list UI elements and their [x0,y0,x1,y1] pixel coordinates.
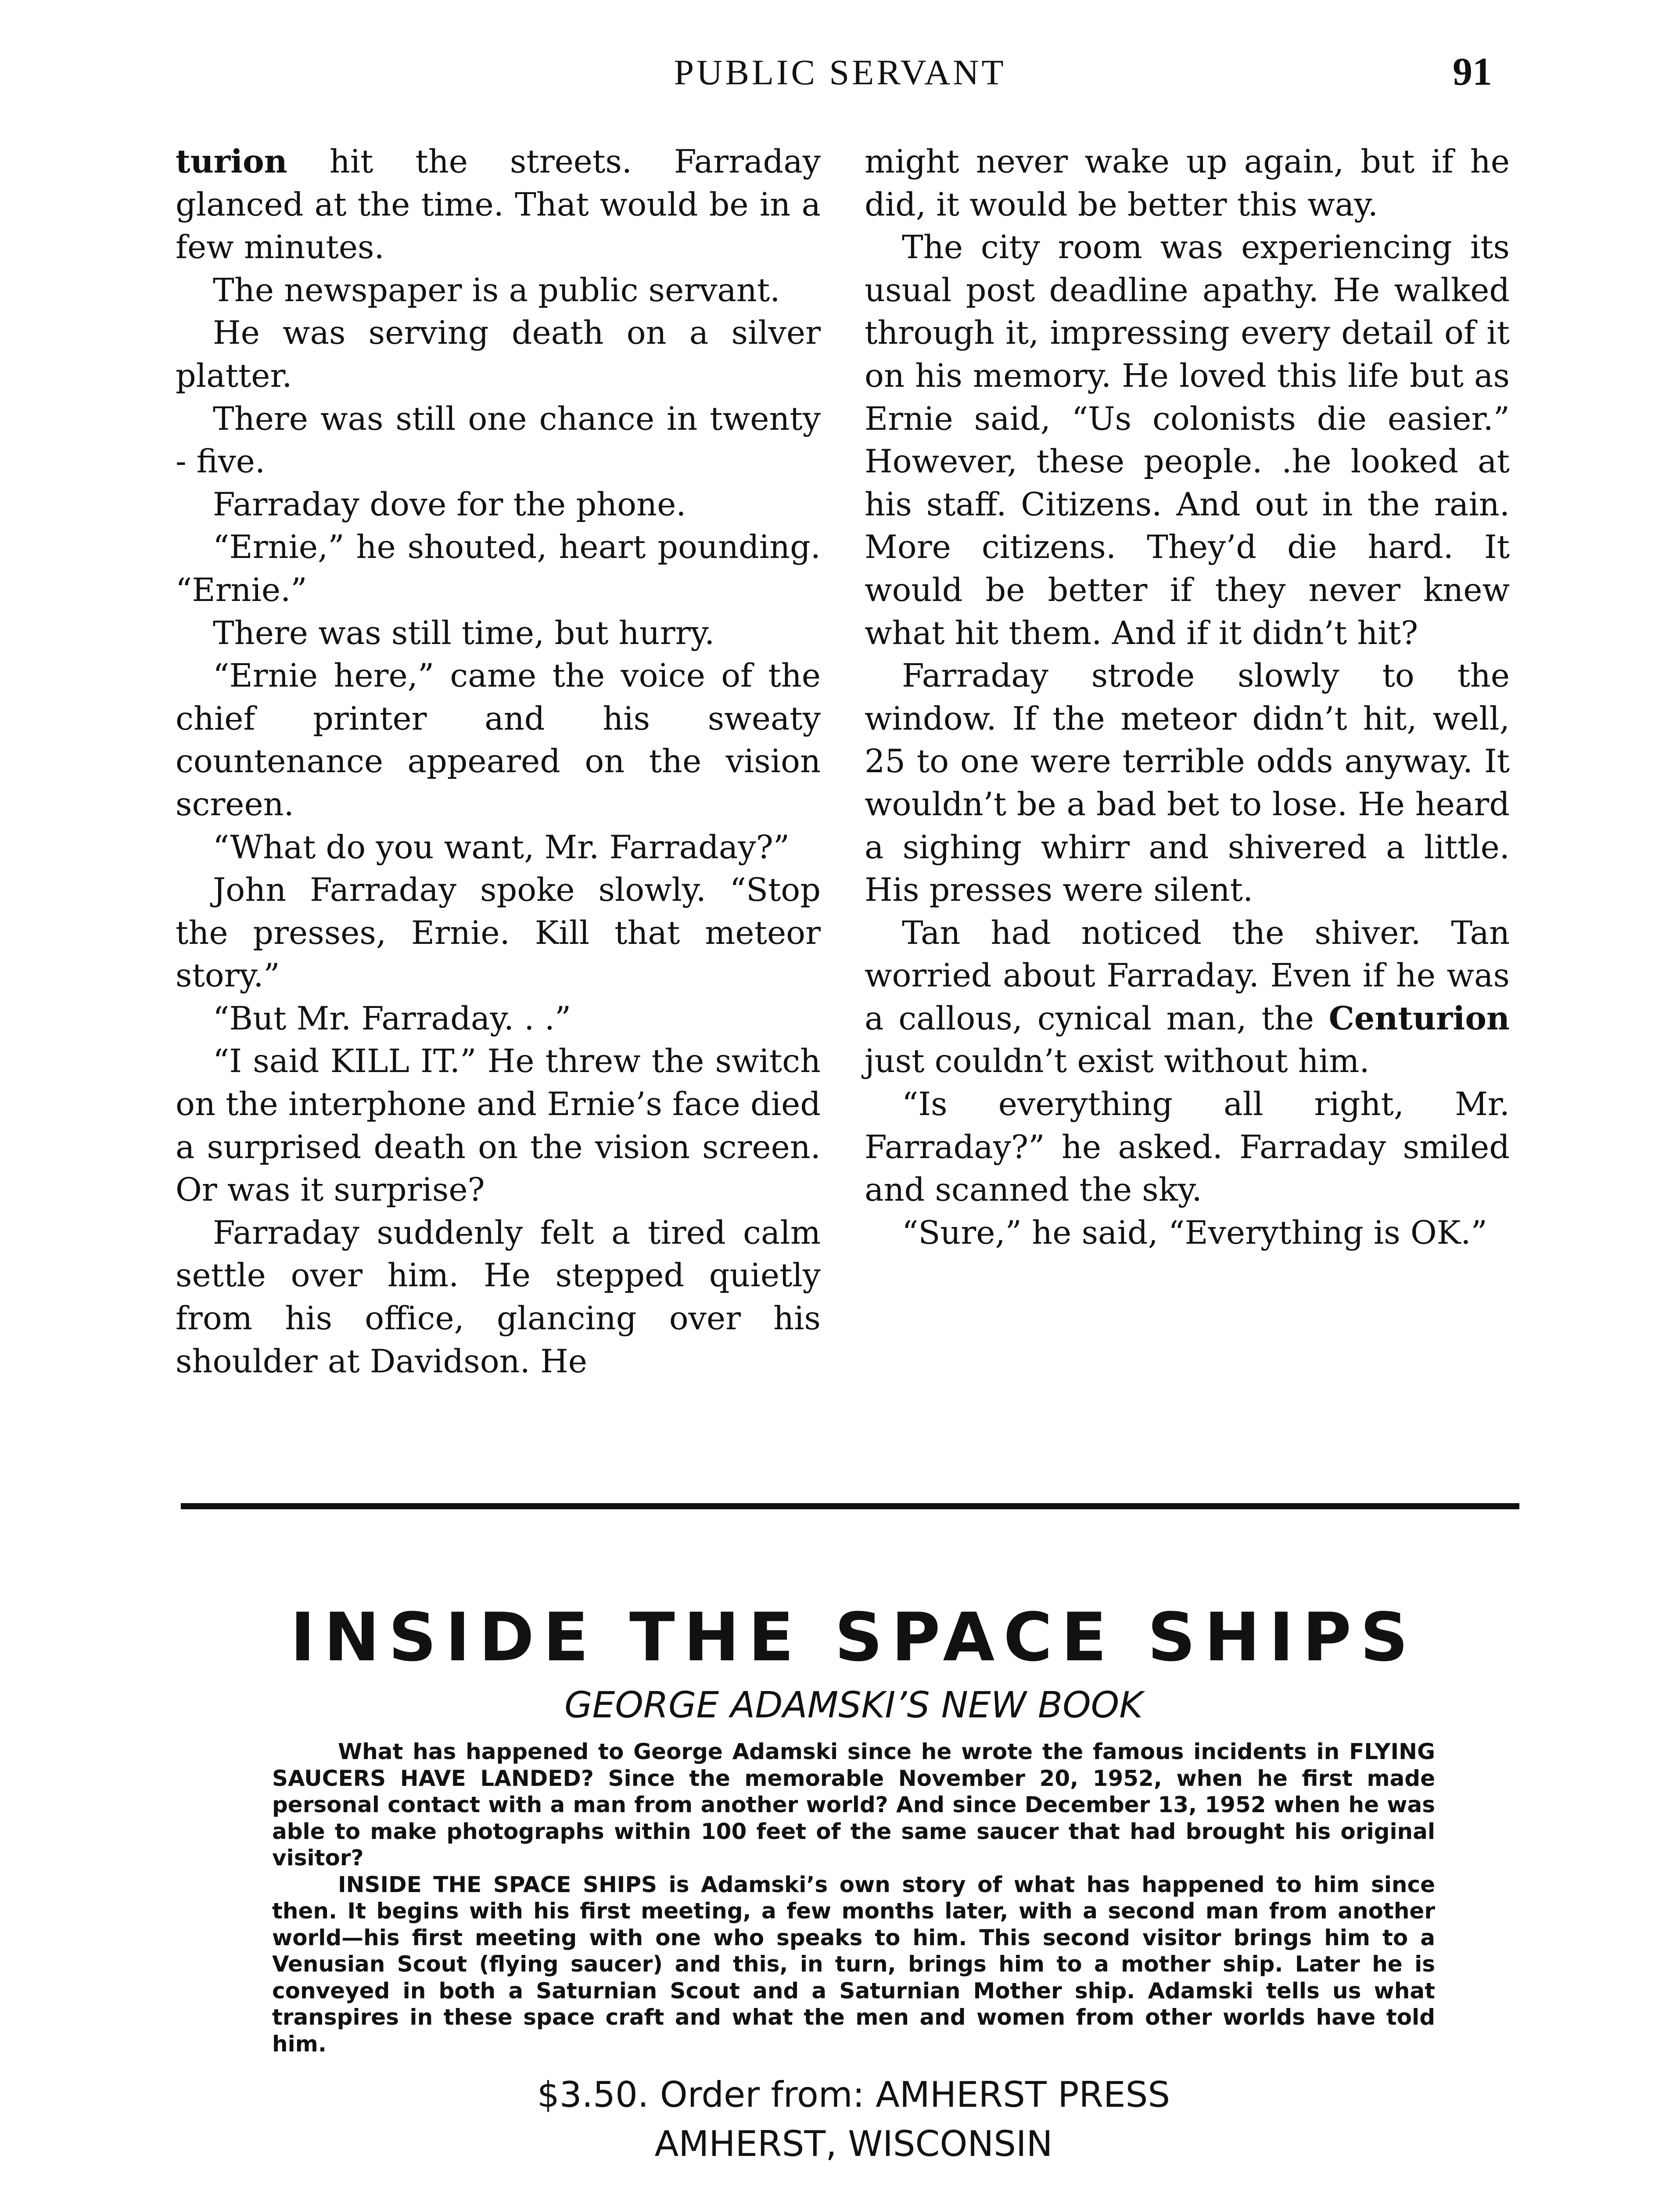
paragraph-text: Tan had noticed the shiver. Tan worried about Farraday. Even if he was a callous, cynical man, the [865,914,1510,1037]
paragraph: “I said KILL IT.” He threw the switch on the interphone and Ernie’s face died a surprised death on the vision screen. Or was it surprise? [176,1043,821,1209]
bold-word: Centurion [1328,999,1510,1037]
order-info [272,2070,1435,2169]
section-divider [181,1503,1519,1509]
paragraph: might never wake up again, but if he did, it would be better this way. [865,143,1510,223]
right-column [865,140,1510,1254]
ad-subtitle: GEORGE ADAMSKI’S NEW BOOK [564,1684,1143,1726]
book-advertisement [272,1598,1435,2169]
story-text [176,140,1523,1440]
paragraph-text: hit the streets. Farraday glanced at the time. That would be in a few minutes. [176,143,821,266]
paragraph: Farraday strode slowly to the window. If the meteor didn’t hit, well, 25 to one were terrible odds anyway. It wouldn’t be a bad bet to lose. He heard a sighing whirr and shivered a little. His presses were silent. [865,657,1510,909]
ad-paragraph: What has happened to George Adamski since he wrote the famous incidents in FLYING SAUCERS HAVE LANDED? Since the memorable November 20, 1952, when he first made personal contact with a man from another world? And since December 13, 1952 when he was able to make photographs within 100 feet of the same saucer that had brought his original visitor? [272,1739,1435,1871]
ad-body [272,1738,1435,2057]
order-price-line: $3.50. Order from: AMHERST PRESS [537,2074,1170,2115]
left-column [176,140,821,1383]
running-title: PUBLIC SERVANT [674,52,1006,92]
paragraph: “Ernie,” he shouted, heart pounding. “Ernie.” [176,529,821,609]
order-address-line: AMHERST, WISCONSIN [654,2123,1053,2164]
paragraph: “Is everything all right, Mr. Farraday?” he asked. Farraday smiled and scanned the sky. [865,1086,1510,1209]
paragraph: “But Mr. Farraday. . .” [213,1000,571,1037]
page-header [0,52,1680,104]
paragraph: The newspaper is a public servant. [213,271,780,309]
paragraph: John Farraday spoke slowly. “Stop the presses, Ernie. Kill that meteor story.” [176,871,821,995]
paragraph: Farraday suddenly felt a tired calm settle over him. He stepped quietly from his office, glancing over his shoulder at Davidson. He [176,1214,821,1380]
bold-word: turion [176,143,287,180]
paragraph: “Sure,” he said, “Everything is OK.” [902,1214,1487,1252]
paragraph: Farraday dove for the phone. [213,486,686,523]
page-number: 91 [1453,50,1492,94]
paragraph: The city room was experiencing its usual post deadline apathy. He walked through it, impressing every detail of it on his memory. He loved this life but as Ernie said, “Us colonists die easier.” However, these people. .he looked at his staff. Citizens. And out in the rain. More citizens. They’d die hard. It would be better if they never knew what hit them. And if it didn’t hit? [865,229,1510,652]
paragraph-text: just couldn’t exist without him. [865,1043,1370,1080]
paragraph: There was still time, but hurry. [213,614,715,652]
paragraph: There was still one chance in twenty - five. [176,400,821,481]
ad-paragraph: INSIDE THE SPACE SHIPS is Adamski’s own story of what has happened to him since then. It begins with his first meeting, a few months later, with a second man from another world—his first meeting with one who speaks to him. This second visitor brings him to a Venusian Scout (flying saucer) and this, in turn, brings him to a mother ship. Later he is conveyed in both a Saturnian Scout and a Saturnian Mother ship. Adamski tells us what transpires in these space craft and what the men and women from other worlds have told him. [272,1871,1435,2057]
paragraph [865,912,1510,1083]
paragraph: “What do you want, Mr. Farraday?” [213,828,790,866]
paragraph [176,140,821,269]
paragraph: “Ernie here,” came the voice of the chief printer and his sweaty countenance appeared on the vision screen. [176,657,821,823]
paragraph: He was serving death on a silver platter. [176,314,821,395]
ad-title: INSIDE THE SPACE SHIPS [290,1598,1417,1676]
